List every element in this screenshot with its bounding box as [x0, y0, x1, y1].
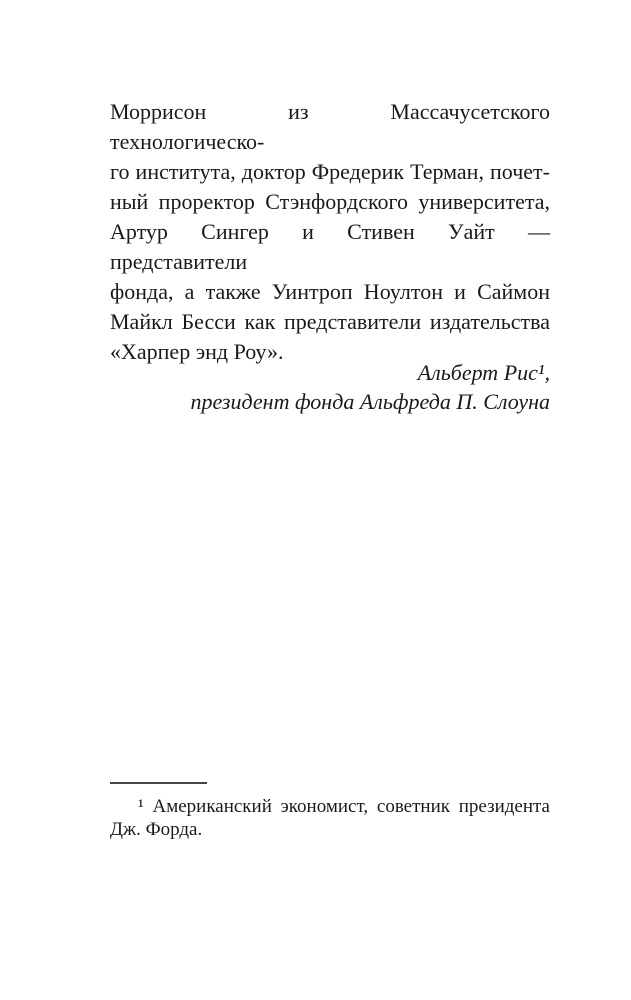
attribution-author: Альберт Рис¹,	[417, 360, 550, 385]
footnote	[110, 782, 550, 841]
paragraph-line: фонда, а также Уинтроп Ноултон и Саймон	[110, 279, 550, 304]
paragraph-line: Майкл Бесси как представители издательства	[110, 309, 550, 334]
paragraph-line: Артур Сингер и Стивен Уайт — представители	[110, 219, 550, 274]
main-text-block	[110, 97, 550, 416]
footnote-text	[110, 795, 550, 841]
footnote-rule	[110, 782, 207, 784]
paragraph-line: го института, доктор Фредерик Терман, почет-	[110, 159, 550, 184]
attribution-title: президент фонда Альфреда П. Слоуна	[190, 389, 550, 414]
paragraph-line: «Харпер энд Роу».	[110, 339, 284, 364]
paragraph	[110, 97, 550, 367]
footnote-line: Дж. Форда.	[110, 819, 203, 840]
paragraph-line: Моррисон из Массачусетского технологическо-	[110, 99, 550, 154]
footnote-line: ¹ Американский экономист, советник президента	[138, 796, 550, 817]
paragraph-line: ный проректор Стэнфордского университета,	[110, 189, 550, 214]
